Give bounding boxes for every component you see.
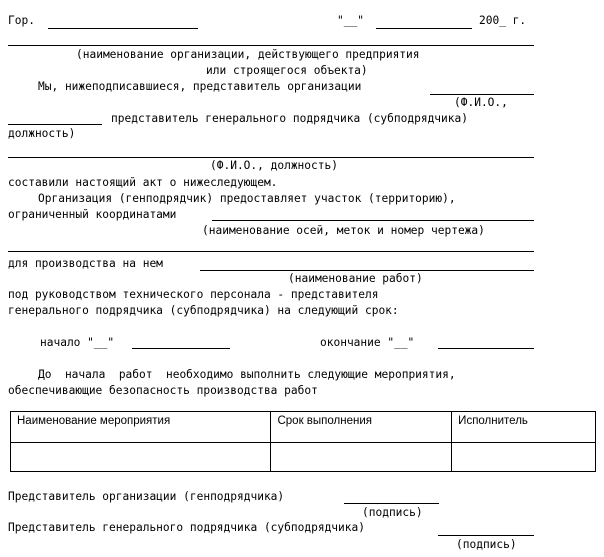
org-rep-signature-line[interactable] xyxy=(344,503,439,504)
table-cell-deadline[interactable] xyxy=(271,443,452,472)
table-cell-executor[interactable] xyxy=(452,443,596,472)
end-label: окончание "__" xyxy=(320,336,415,349)
org-rep-position-line[interactable] xyxy=(8,124,102,125)
table-header-deadline: Срок выполнения xyxy=(271,412,452,443)
coordinates-field-line-2[interactable] xyxy=(8,251,534,252)
date-day-quote: "__" xyxy=(337,14,364,27)
end-date-line[interactable] xyxy=(438,348,534,349)
org-rep-field-line[interactable] xyxy=(430,94,534,95)
city-field-line[interactable] xyxy=(48,28,198,29)
bounded-text: ограниченный координатами xyxy=(8,208,177,221)
organization-field-line[interactable] xyxy=(8,45,534,46)
table-row xyxy=(11,443,596,472)
table-header-measure: Наименование мероприятия xyxy=(11,412,271,443)
signature-caption-2: (подпись) xyxy=(456,538,517,551)
start-label: начало "__" xyxy=(40,336,115,349)
fio-caption: (Ф.И.О., xyxy=(454,96,508,109)
org-caption-line-2: или строящегося объекта) xyxy=(206,64,368,77)
sign-gen-rep-text: Представитель генерального подрядчика (субподрядчика) xyxy=(8,521,365,534)
axes-caption: (наименование осей, меток и номер чертежа) xyxy=(202,224,485,237)
table-header-executor: Исполнитель xyxy=(452,412,596,443)
gen-rep-text: представитель генерального подрядчика (субподрядчика) xyxy=(111,112,468,125)
gen-rep-field-line[interactable] xyxy=(8,157,534,158)
position-label: должность) xyxy=(8,127,76,140)
table-header-row xyxy=(11,412,596,443)
supervision-text-1: под руководством технического персонала - представителя xyxy=(8,288,379,301)
org-provides-text: Организация (генподрядчик) предоставляет участок (территорию), xyxy=(38,192,456,205)
measures-table xyxy=(10,411,596,472)
supervision-text-2: генерального подрядчика (субподрядчика) на следующий срок: xyxy=(8,304,399,317)
works-field-line[interactable] xyxy=(200,270,534,271)
date-month-line[interactable] xyxy=(376,28,472,29)
undersigned-text: Мы, нижеподписавшиеся, представитель организации xyxy=(38,80,362,93)
city-label: Гор. xyxy=(8,14,35,27)
gen-rep-signature-line[interactable] xyxy=(438,535,534,536)
before-start-text-1: До начала работ необходимо выполнить следующие мероприятия, xyxy=(38,368,456,381)
for-production-text: для производства на нем xyxy=(8,257,163,270)
start-date-line[interactable] xyxy=(132,348,230,349)
year-label: 200_ г. xyxy=(479,14,527,27)
before-start-text-2: обеспечивающие безопасность производства работ xyxy=(8,384,318,397)
coordinates-field-line[interactable] xyxy=(212,220,534,221)
org-caption-line-1: (наименование организации, действующего предприятия xyxy=(76,48,420,61)
compiled-text: составили настоящий акт о нижеследующем. xyxy=(8,176,278,189)
sign-org-rep-text: Представитель организации (генподрядчика) xyxy=(8,490,285,503)
signature-caption-1: (подпись) xyxy=(362,506,423,519)
table-cell-measure[interactable] xyxy=(11,443,271,472)
works-caption: (наименование работ) xyxy=(288,272,423,285)
fio-position-caption: (Ф.И.О., должность) xyxy=(210,159,338,172)
